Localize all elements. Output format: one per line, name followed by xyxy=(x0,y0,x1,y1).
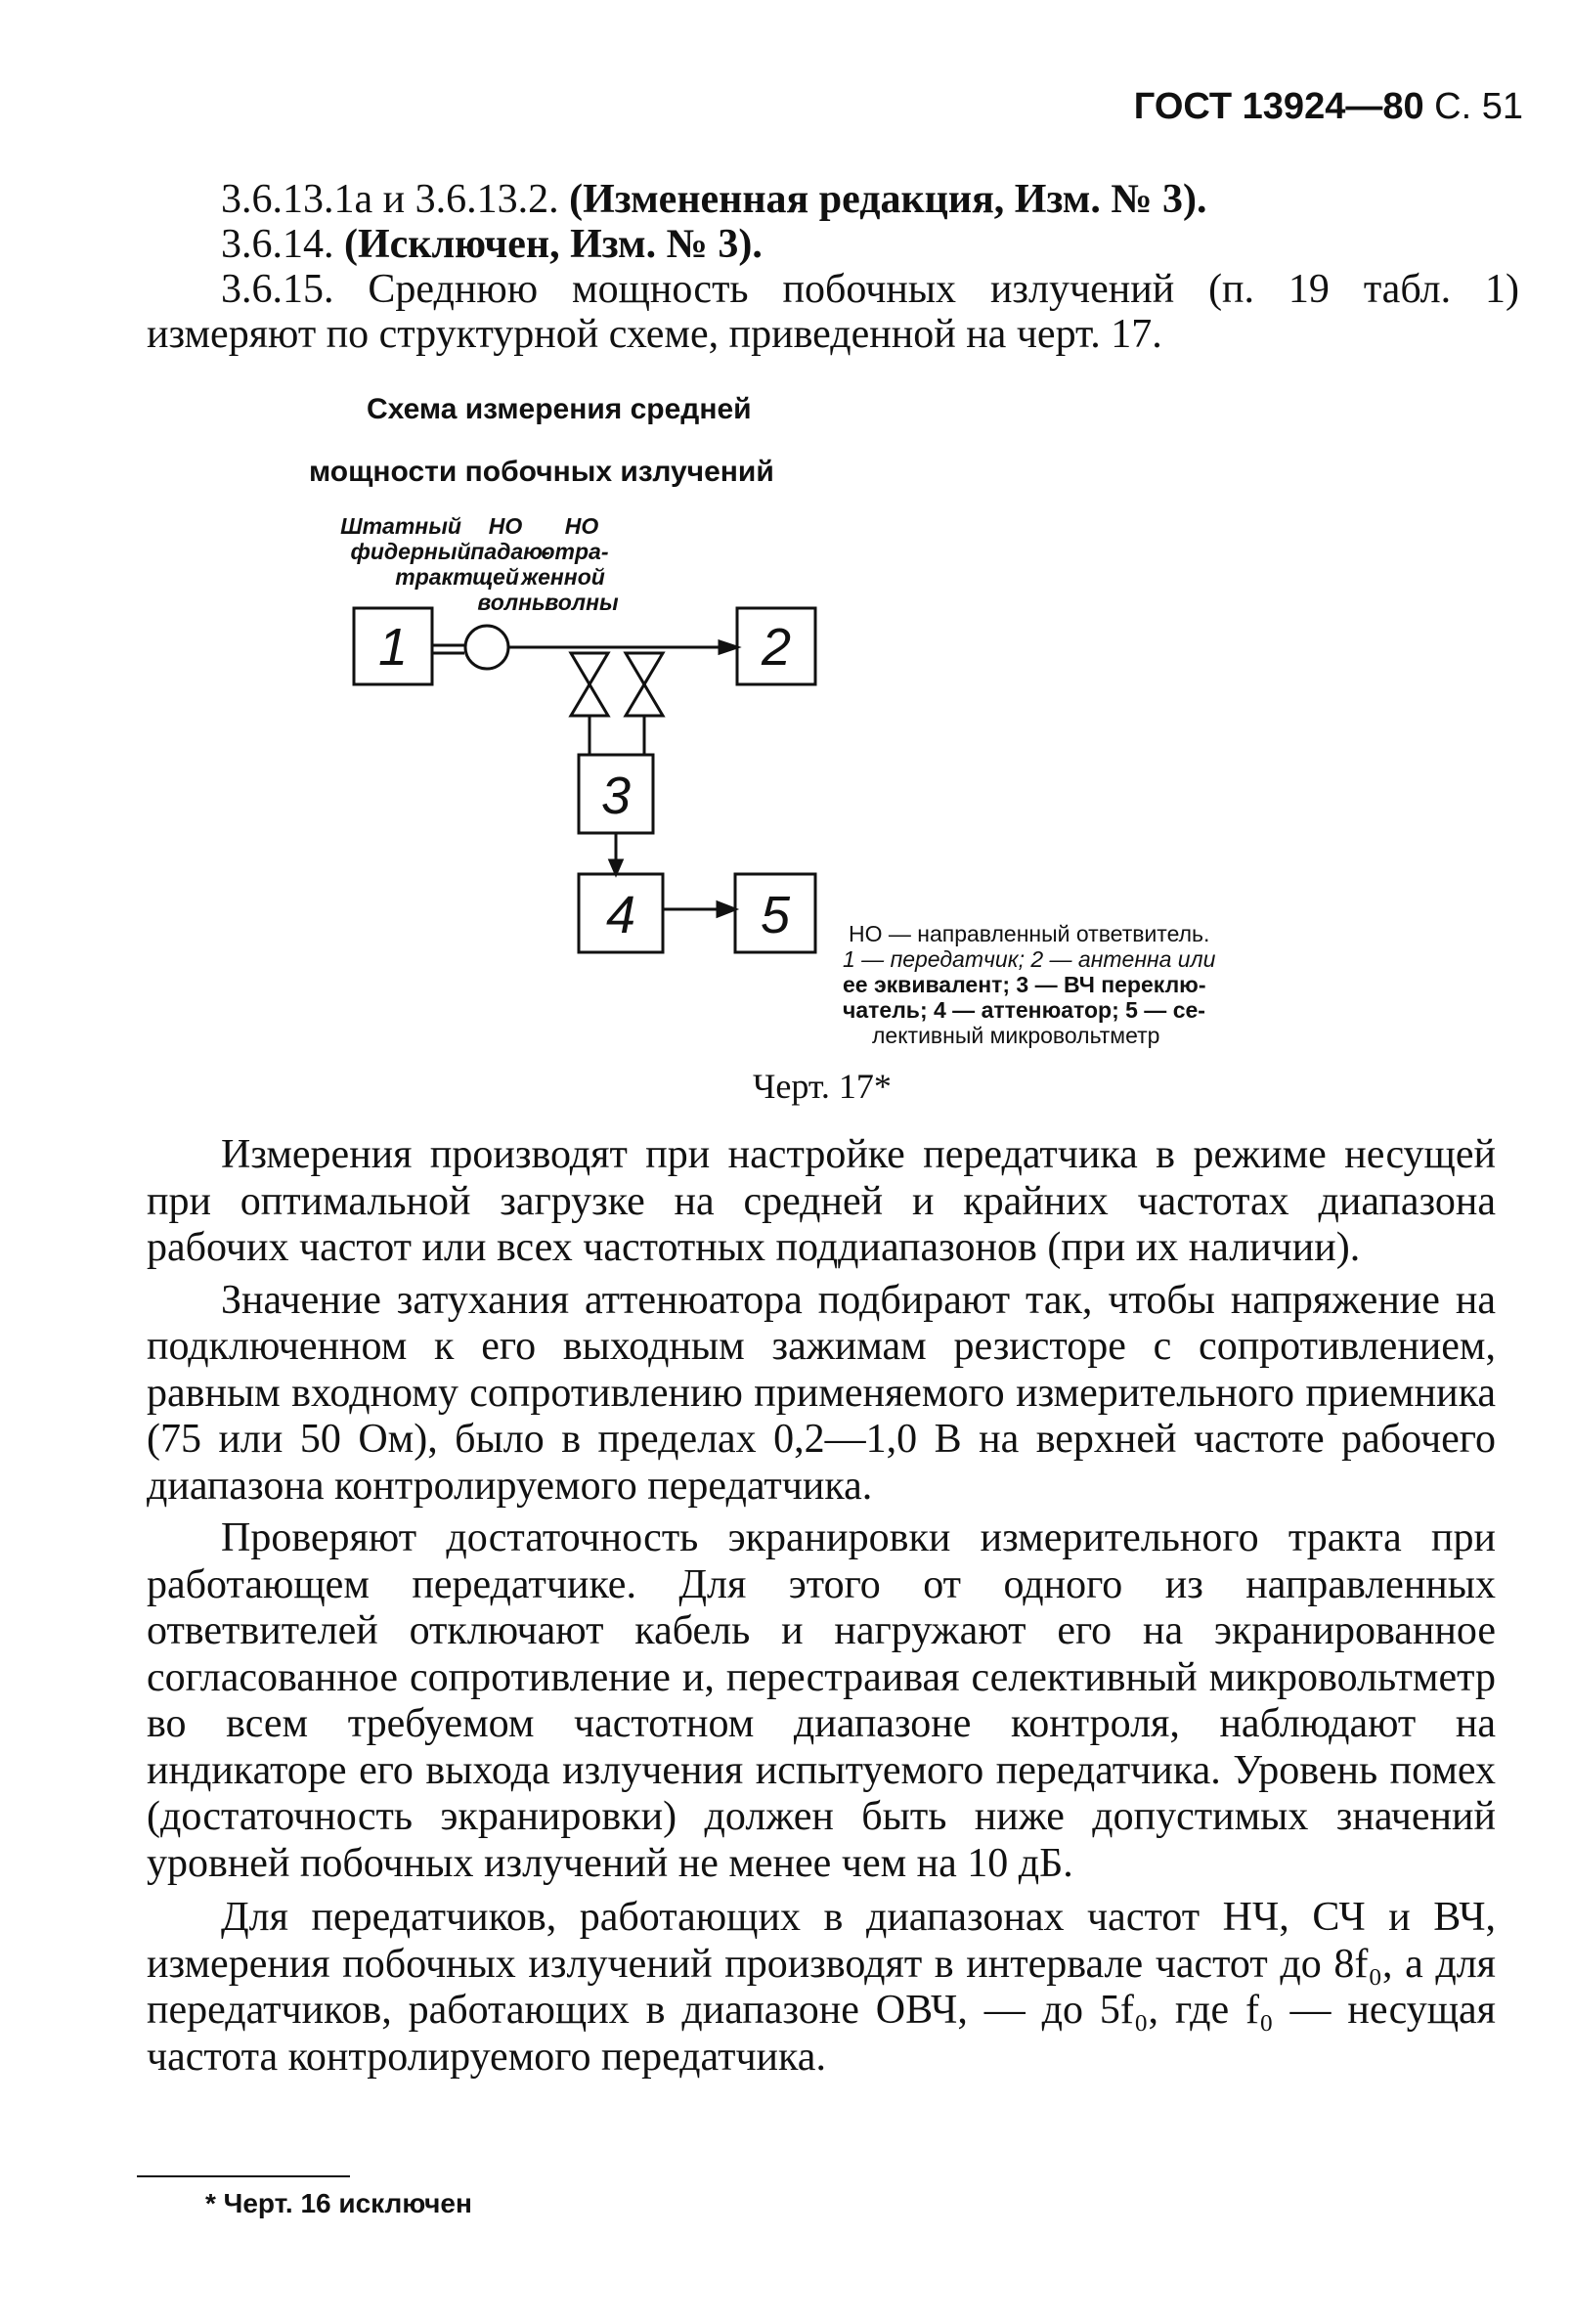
feeder-label-3: тракт xyxy=(395,564,473,590)
figure-title-2: мощности побочных излучений xyxy=(309,456,774,488)
paragraph-2: Значение затухания аттенюатора подбирают так, чтобы напряжение на подключенном к его выходным зажимам резисторе с сопротивлением, равным входному сопротивлению применяемого измерительного приемника (75 или 50 Ом), было в пределах 0,2—1,0 В на верхней частоте рабочего диапазона контролируемого передатчика. xyxy=(147,1277,1496,1509)
amendment-note: (Исключен, Изм. № 3). xyxy=(344,222,763,267)
paragraph-3: Проверяют достаточность экранировки измерительного тракта при работающем передатчике. Для этого от одного из направленных ответвителей отключают кабель и нагружают его на экранированное согласованное сопротивление и, перестраивая селективный микровольтметр во всем требуемом частотном диапазоне контроля, наблюдают на индикаторе его выхода излучения испытуемого передатчика. Уровень помех (достаточность экранировки) должен быть ниже допустимых значений уровней побочных излучений не менее чем на 10 дБ. xyxy=(147,1515,1496,1886)
coupler-reflected-label-4: волны xyxy=(545,590,619,615)
line-3: 3.6.15. Среднюю мощность побочных излучений (п. 19 табл. 1) xyxy=(221,267,1519,312)
feeder-label-2: фидерный xyxy=(350,539,471,564)
figure-title-1: Схема измерения средней xyxy=(367,393,752,425)
coupler-incident-label-2: падаю- xyxy=(470,539,550,564)
coupler-incident-label-3: щей xyxy=(472,564,519,590)
footnote-rule xyxy=(137,2175,350,2177)
footnote: * Черт. 16 исключен xyxy=(205,2188,472,2218)
body-text xyxy=(147,1132,1496,2081)
measurement-diagram xyxy=(332,499,880,958)
feeder-label-1: Штатный xyxy=(340,513,461,539)
clause-ref: 3.6.14. xyxy=(221,222,334,267)
standard-number: ГОСТ 13924—80 xyxy=(1133,86,1424,127)
arrow-4-to-5 xyxy=(718,902,735,916)
coupler-reflected-bottom xyxy=(626,684,663,716)
coupler-incident-bottom xyxy=(571,684,608,716)
coupler-reflected-label-1: НО xyxy=(564,513,599,539)
line-4: измеряют по структурной схеме, приведенной на черт. 17. xyxy=(147,312,1162,357)
coupler-reflected-label-2: отра- xyxy=(541,539,609,564)
legend-line: лективный микровольтметр xyxy=(872,1023,1160,1048)
block-4-label: 4 xyxy=(605,886,636,944)
line-1 xyxy=(221,176,1207,223)
coupler-incident-label-1: НО xyxy=(488,513,523,539)
block-5-label: 5 xyxy=(760,886,791,944)
legend-line: чатель; 4 — аттенюатор; 5 — се- xyxy=(843,997,1205,1023)
legend-line: ее эквивалент; 3 — ВЧ переклю- xyxy=(843,972,1206,997)
coupler-incident-top xyxy=(571,653,608,684)
figure-caption: Черт. 17* xyxy=(753,1067,892,1106)
arrow-to-2 xyxy=(720,641,737,653)
legend-line: 1 — передатчик; 2 — антенна или xyxy=(843,946,1216,972)
paragraph-4: Для передатчиков, работающих в диапазонах частот НЧ, СЧ и ВЧ, измерения побочных излучений производят в интервале частот до 8f₀, а для передатчиков, работающих в диапазоне ОВЧ, — до 5f₀, где f₀ — несущая частота контролируемого передатчика. xyxy=(147,1895,1496,2080)
arrow-3-to-4 xyxy=(610,860,622,874)
line-2 xyxy=(221,221,763,268)
page-number: С. 51 xyxy=(1434,86,1523,127)
amendment-note: (Измененная редакция, Изм. № 3). xyxy=(569,177,1207,222)
clause-ref: 3.6.13.1а и 3.6.13.2. xyxy=(221,177,559,222)
paragraph-1: Измерения производят при настройке передатчика в режиме несущей при оптимальной загрузке на средней и крайних частотах диапазона рабочих частот или всех частотных поддиапазонов (при их наличии). xyxy=(147,1132,1496,1270)
coupler-reflected-label-3: женной xyxy=(521,564,605,590)
feeder-loop xyxy=(465,626,508,669)
block-1-label: 1 xyxy=(377,618,409,677)
figure-legend xyxy=(843,921,1215,1048)
coupler-reflected-top xyxy=(626,653,663,684)
block-3-label: 3 xyxy=(600,767,632,825)
legend-line: НО — направленный ответвитель. xyxy=(849,921,1210,946)
block-2-label: 2 xyxy=(761,618,792,677)
coupler-incident-label-4: волны xyxy=(477,590,551,615)
page-header xyxy=(1134,86,1523,128)
